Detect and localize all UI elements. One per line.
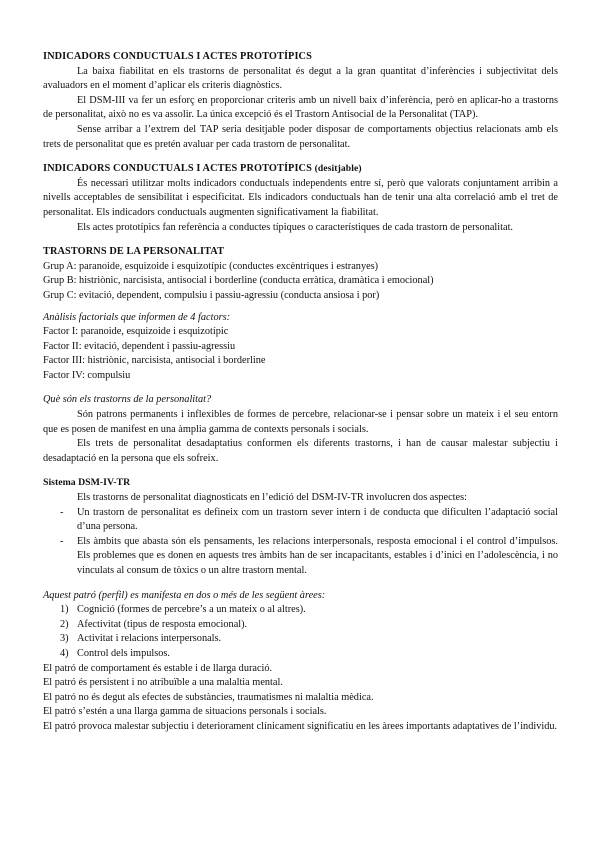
heading-text: INDICADORS CONDUCTUALS I ACTES PROTOTÍPICS — [43, 163, 312, 175]
item-text: Cognició (formes de percebre’s a un mateix o al altres). — [77, 604, 306, 616]
section-heading-trastorns: TRASTORNS DE LA PERSONALITAT — [43, 246, 225, 258]
item-text: Activitat i relacions interpersonals. — [77, 633, 222, 645]
document-body — [43, 50, 558, 735]
heading-suffix: (desitjable) — [314, 163, 362, 175]
paragraph: Sense arribar a l’extrem del TAP seria desitjable poder disposar de comportaments objectius relacionats amb els trets de personalitat que es pretén avaluar per cada trastorn de personalitat. — [43, 123, 558, 150]
paragraph: El DSM-III va fer un esforç en proporcionar criteris amb un nivell baix d’inferència, però en aplicar-ho a trastorns de personalitat, això no es va assolir. La única excepció és el Trastorn Antisocial de la Personalitat (TAP). — [43, 94, 558, 121]
question-heading: Què són els trastorns de la personalitat? — [43, 394, 212, 406]
paragraph: Els trets de personalitat desadaptatius conformen els diferents trastorns, i han de causar malestar subjectiu i desadaptació en la persona que els sofreix. — [43, 438, 558, 464]
paragraph: Els actes prototípics fan referència a conductes típiques o característiques de cada trastorn de personalitat. — [77, 221, 514, 233]
factor-line: Factor III: histriònic, narcisista, antisocial i borderline — [43, 355, 266, 367]
statement-line: El patró provoca malestar subjectiu i deteriorament clínicament significatiu en les àrees importants adaptatives de l’individu. — [43, 720, 558, 732]
section-heading-indicadors-desitjable — [43, 162, 558, 177]
areas-heading: Aquest patró (perfil) es manifesta en dos o més de les següent àrees: — [43, 589, 326, 601]
factor-line: Factor II: evitació, dependent i passiu-agressiu — [43, 340, 236, 352]
list-item — [43, 647, 558, 662]
list-item — [43, 632, 558, 647]
list-item: - Un trastorn de personalitat es defineix com un trastorn sever intern i de conducta que dificulten l’adaptació social d’una persona. — [43, 506, 558, 535]
paragraph: Els trastorns de personalitat diagnosticats en l’edició del DSM-IV-TR involucren dos aspectes: — [77, 492, 467, 504]
factor-heading: Anàlisis factorials que informen de 4 factors: — [43, 311, 231, 323]
statement-line: El patró és persistent i no atribuïble a una malaltia mental. — [43, 677, 283, 689]
list-item — [43, 618, 558, 633]
item-number: 4) — [60, 647, 69, 659]
item-number: 2) — [60, 618, 69, 630]
paragraph: La baixa fiabilitat en els trastorns de personalitat és degut a la gran quantitat d’inferències i subjectivitat dels avaluadors en el moment d’aplicar els criteris diagnòstics. — [43, 65, 558, 92]
section-heading-indicadors: INDICADORS CONDUCTUALS I ACTES PROTOTÍPICS — [43, 51, 312, 62]
statement-line: El patró s’estén a una llarga gamma de situacions personals i socials. — [43, 706, 327, 718]
item-text: Control dels impulsos. — [77, 647, 170, 659]
group-line: Grup C: evitació, dependent, compulsiu i passiu-agressiu (conducta ansiosa i por) — [43, 289, 380, 301]
statement-line: El patró no és degut als efectes de substàncies, traumatismes ni malaltia mèdica. — [43, 691, 374, 703]
numbered-list — [43, 603, 558, 661]
factor-line: Factor I: paranoide, esquizoide i esquizotípic — [43, 326, 229, 338]
factor-line: Factor IV: compulsiu — [43, 369, 131, 381]
paragraph: Són patrons permanents i inflexibles de formes de percebre, relacionar-se i pensar sobre un mateix i el seu entorn que es posen de manifest en una àmplia gamma de contexts personals i socials. — [43, 409, 558, 435]
list-item — [43, 603, 558, 618]
item-number: 3) — [60, 633, 69, 645]
item-text: Afectivitat (tipus de resposta emocional). — [77, 618, 248, 630]
statement-line: El patró de comportament és estable i de llarga duració. — [43, 662, 273, 674]
paragraph: És necessari utilitzar molts indicadors conductuals independents entre sí, però que valorats conjuntament arribin a nivells acceptables de sensibilitat i especificitat. Els indicadors conductuals han de tenir una alta correlació amb el tret de personalitat. Els indicadors conductuals augmenten significativament la fiabilitat. — [43, 177, 558, 218]
group-line: Grup A: paranoide, esquizoide i esquizotípic (conductes excèntriques i estranyes) — [43, 260, 379, 272]
group-line: Grup B: histriònic, narcisista, antisocial i borderline (conducta erràtica, dramàtica i emocional) — [43, 275, 434, 287]
section-heading-dsm: Sistema DSM-IV-TR — [43, 477, 131, 489]
list-item: - Els àmbits que abasta són els pensaments, les relacions interpersonals, resposta emocional i el control d’impulsos. Els problemes que es donen en aquests tres àmbits han de ser incapacitants, estables i d’inici en l’adolescència, i no vinculats al consum de tòxics o un altre trastorn mental. — [43, 535, 558, 579]
dash-list — [43, 506, 558, 579]
item-number: 1) — [60, 604, 69, 616]
